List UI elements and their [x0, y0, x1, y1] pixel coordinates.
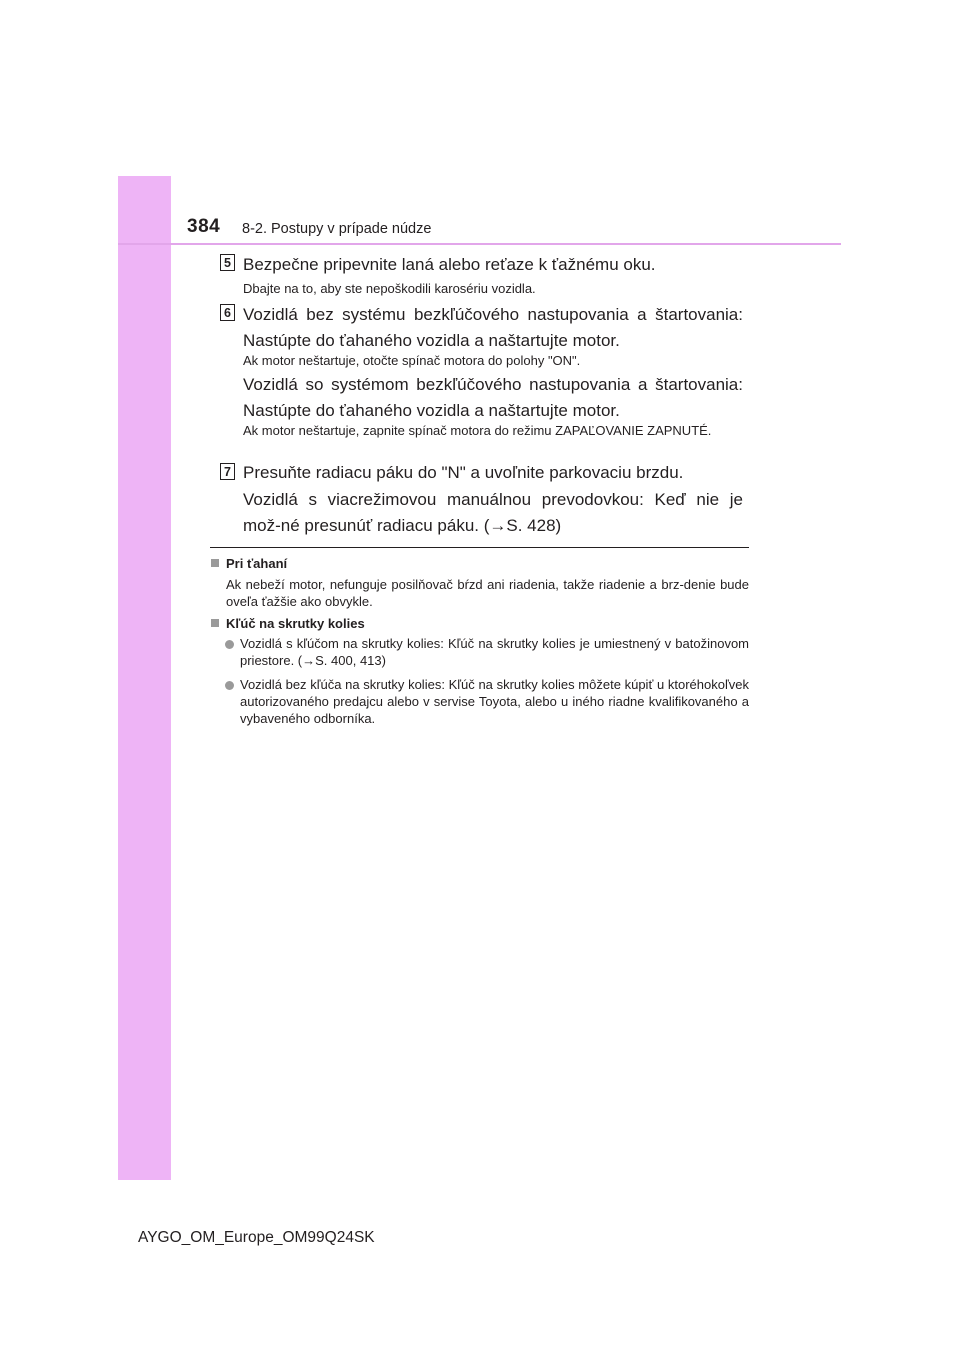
- header-divider: [118, 243, 841, 245]
- step-6-note: Ak motor neštartuje, otočte spínač motora do polohy "ON".: [243, 353, 581, 368]
- chapter-sidebar-band: [118, 176, 171, 1180]
- section-title: 8-2. Postupy v prípade núdze: [242, 221, 432, 237]
- info-divider: [210, 547, 749, 548]
- info-heading-wheel-wrench-label: Kľúč na skrutky kolies: [226, 616, 365, 631]
- step-5-text: Bezpečne pripevnite laná alebo reťaze k ťažnému oku.: [243, 255, 656, 274]
- page-number: 384: [187, 216, 221, 237]
- info-heading-towing-label: Pri ťahaní: [226, 556, 288, 571]
- step-number-5: 5: [220, 254, 235, 271]
- info-heading-wheel-wrench: [211, 616, 365, 632]
- wrench-bullet-1: Vozidlá s kľúčom na skrutky kolies: Kľúč na skrutky kolies je umiestnený v batožinovom priestore. (→S. 400, 413): [240, 636, 749, 668]
- square-bullet-icon: [211, 619, 219, 627]
- document-code: AYGO_OM_Europe_OM99Q24SK: [138, 1229, 375, 1246]
- round-bullet-icon: [225, 640, 234, 649]
- round-bullet-icon: [225, 681, 234, 690]
- step-6-alt-note: Ak motor neštartuje, zapnite spínač motora do režimu ZAPAĽOVANIE ZAPNUTÉ.: [243, 423, 712, 438]
- info-towing-text: Ak nebeží motor, nefunguje posilňovač bŕzd ani riadenia, takže riadenie a brz-denie bude oveľa ťažšie ako obvykle.: [226, 577, 749, 609]
- step-7-alt-text: Vozidlá s viacrežimovou manuálnou prevodovkou: Keď nie je mož-né presunúť radiacu páku. (→S. 428): [243, 490, 743, 535]
- step-6-alt-text: Vozidlá so systémom bezkľúčového nastupovania a štartovania: Nastúpte do ťahaného vozidla a naštartujte motor.: [243, 375, 743, 420]
- step-number-6: 6: [220, 304, 235, 321]
- step-7-text: Presuňte radiacu páku do "N" a uvoľnite parkovaciu brzdu.: [243, 463, 684, 482]
- wrench-bullet-2: Vozidlá bez kľúča na skrutky kolies: Kľúč na skrutky kolies môžete kúpiť u ktoréhokoľvek autorizovaného predajcu alebo v servise Toyota, alebo u iného riadne kvalifikovaného a vybaveného odborníka.: [240, 677, 749, 726]
- square-bullet-icon: [211, 559, 219, 567]
- info-heading-towing: [211, 556, 287, 572]
- step-6-text: Vozidlá bez systému bezkľúčového nastupovania a štartovania: Nastúpte do ťahaného vozidla a naštartujte motor.: [243, 305, 743, 350]
- step-number-7: 7: [220, 463, 235, 480]
- step-5-note: Dbajte na to, aby ste nepoškodili karosériu vozidla.: [243, 281, 536, 296]
